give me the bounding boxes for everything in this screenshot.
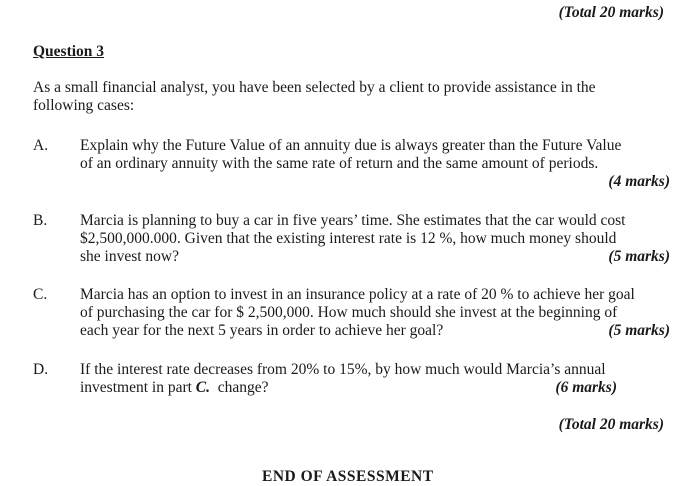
item-body bbox=[80, 212, 670, 266]
item-letter: B. bbox=[33, 212, 48, 229]
item-line: Marcia has an option to invest in an insurance policy at a rate of 20 % to achieve her goal bbox=[80, 286, 635, 303]
item-text: change? bbox=[210, 379, 269, 396]
item-text: investment in part bbox=[80, 379, 196, 396]
question-title: Question 3 bbox=[33, 43, 105, 60]
item-letter: D. bbox=[33, 361, 49, 378]
item-line: she invest now? bbox=[80, 248, 180, 265]
item-letter: C. bbox=[33, 286, 48, 303]
item-body bbox=[80, 137, 670, 191]
item-line: of purchasing the car for $ 2,500,000. How much should she invest at the beginning of bbox=[80, 304, 618, 321]
item-line: $2,500,000.000. Given that the existing interest rate is 12 %, how much money should bbox=[80, 230, 617, 247]
item-marks: (4 marks) bbox=[608, 173, 670, 190]
end-of-assessment: END OF ASSESSMENT bbox=[262, 468, 434, 485]
part-reference: C. bbox=[195, 379, 211, 396]
item-last-line bbox=[80, 248, 670, 266]
total-marks-footer: (Total 20 marks) bbox=[558, 416, 664, 433]
item-last-line bbox=[80, 379, 617, 397]
item-line: Marcia is planning to buy a car in five years’ time. She estimates that the car would cost bbox=[80, 212, 626, 229]
item-line bbox=[80, 379, 269, 397]
item-line: of an ordinary annuity with the same rate of return and the same amount of periods. bbox=[80, 155, 599, 172]
item-marks: (5 marks) bbox=[608, 248, 670, 265]
item-line: each year for the next 5 years in order to achieve her goal? bbox=[80, 322, 444, 339]
item-line: If the interest rate decreases from 20% to 15%, by how much would Marcia’s annual bbox=[80, 361, 606, 378]
item-last-line bbox=[80, 322, 670, 340]
item-body bbox=[80, 286, 670, 340]
intro-line: As a small financial analyst, you have been selected by a client to provide assistance in the bbox=[33, 79, 596, 96]
item-body bbox=[80, 361, 670, 397]
item-marks: (5 marks) bbox=[608, 322, 670, 339]
intro-line: following cases: bbox=[33, 97, 135, 114]
item-line: Explain why the Future Value of an annuity due is always greater than the Future Value bbox=[80, 137, 622, 154]
total-marks-header: (Total 20 marks) bbox=[558, 4, 664, 21]
item-marks: (6 marks) bbox=[555, 379, 617, 396]
item-letter: A. bbox=[33, 137, 49, 154]
question-intro bbox=[33, 79, 653, 115]
